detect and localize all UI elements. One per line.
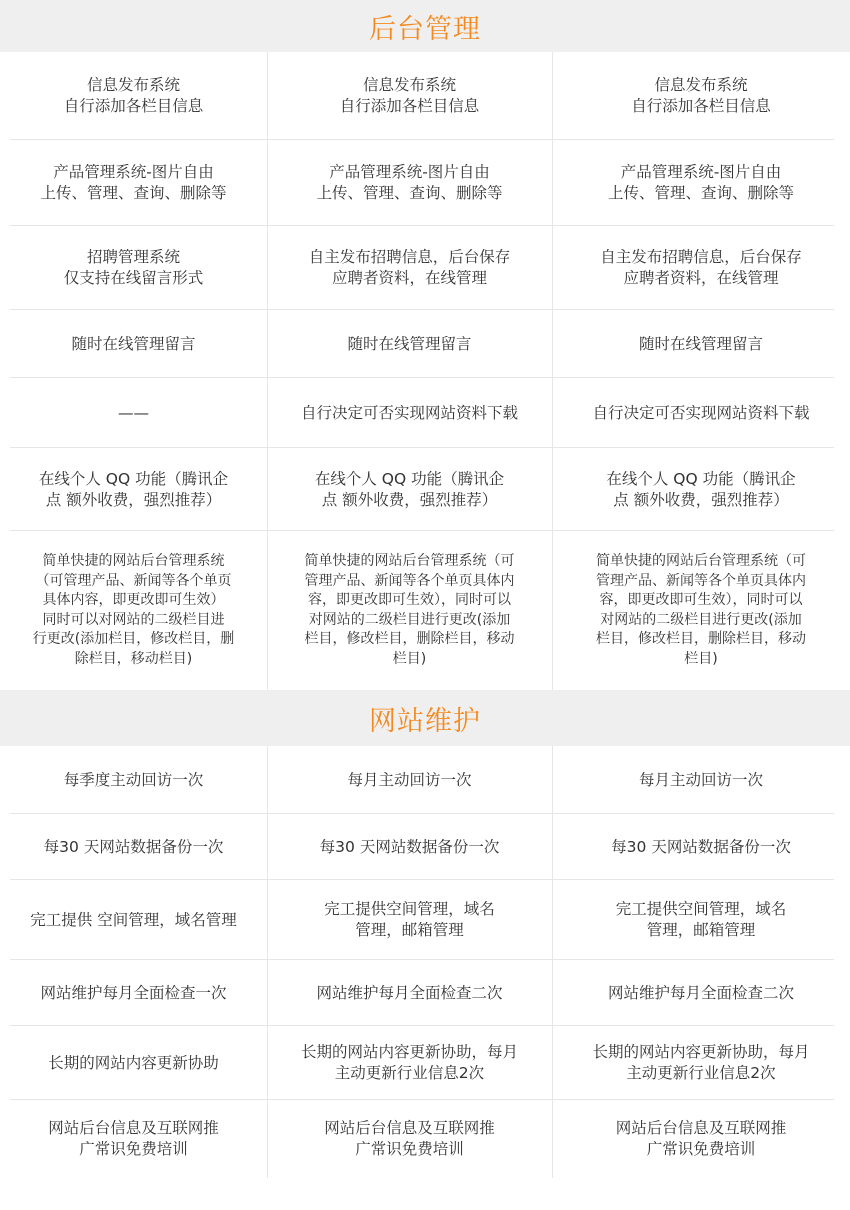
- table-cell: 网站维护每月全面检查一次: [40, 983, 227, 1002]
- table-cell: 每月主动回访一次: [347, 770, 472, 789]
- table-row: [0, 378, 850, 448]
- table-row: [0, 310, 850, 378]
- table-cell: 在线个人 QQ 功能（腾讯企 点 额外收费，强烈推荐）: [606, 469, 796, 509]
- table-cell: 产品管理系统-图片自由 上传、管理、查询、删除等: [40, 163, 227, 202]
- table-cell: 在线个人 QQ 功能（腾讯企 点 额外收费，强烈推荐）: [314, 469, 505, 509]
- table-row: [0, 448, 850, 531]
- table-row: [0, 814, 850, 880]
- table-cell: 自主发布招聘信息，后台保存 应聘者资料，在线管理: [308, 248, 511, 287]
- section-title: 网站维护: [369, 705, 481, 737]
- table-cell: 自行决定可否实现网站资料下载: [592, 403, 810, 422]
- table-cell: 长期的网站内容更新协助，每月 主动更新行业信息2次: [300, 1043, 518, 1082]
- backend-management-table: [0, 52, 850, 690]
- table-cell: 网站维护每月全面检查二次: [607, 983, 794, 1002]
- table-cell: 每30 天网站数据备份一次: [319, 837, 500, 856]
- table-row: [0, 880, 850, 960]
- table-cell: 自行决定可否实现网站资料下载: [300, 403, 518, 422]
- table-cell: 信息发布系统 自行添加各栏目信息: [631, 76, 771, 115]
- table-row: [0, 226, 850, 310]
- table-cell: 完工提供 空间管理，域名管理: [30, 910, 237, 929]
- site-maintenance-table: [0, 746, 850, 1178]
- table-cell: 简单快捷的网站后台管理系统（可 管理产品、新闻等各个单页具体内 容，即更改即可生效），同时可以 对网站的二级栏目进行更改(添加 栏目，修改栏目，删除栏目，移动 栏目): [596, 553, 806, 667]
- table-cell: 产品管理系统-图片自由 上传、管理、查询、删除等: [607, 163, 794, 202]
- table-row: [0, 140, 850, 226]
- section-title: 后台管理: [369, 13, 481, 45]
- table-cell: 完工提供空间管理，域名 管理，邮箱管理: [324, 900, 495, 939]
- section-site-maintenance-header: [0, 690, 850, 746]
- table-row: [0, 531, 850, 690]
- table-cell: 招聘管理系统 仅支持在线留言形式: [63, 248, 204, 287]
- table-cell: 网站后台信息及互联网推 广常识免费培训: [48, 1119, 219, 1158]
- table-cell: 简单快捷的网站后台管理系统 （可管理产品、新闻等各个单页 具体内容，即更改即可生效） 同时可以对网站的二级栏目进 行更改(添加栏目，修改栏目，删 除栏目，移动栏目): [32, 553, 235, 667]
- table-cell: 随时在线管理留言: [638, 334, 763, 353]
- table-row: [0, 1100, 850, 1178]
- table-row: [0, 52, 850, 140]
- table-cell: 网站维护每月全面检查二次: [316, 983, 503, 1002]
- table-row: [0, 1026, 850, 1100]
- table-cell: 网站后台信息及互联网推 广常识免费培训: [615, 1119, 787, 1158]
- table-row: [0, 746, 850, 814]
- table-cell: 产品管理系统-图片自由 上传、管理、查询、删除等: [316, 163, 503, 202]
- table-cell: 信息发布系统 自行添加各栏目信息: [63, 76, 204, 115]
- table-cell: 每30 天网站数据备份一次: [43, 837, 224, 856]
- table-cell: ——: [118, 403, 149, 422]
- table-cell: 信息发布系统 自行添加各栏目信息: [339, 76, 480, 115]
- table-cell: 自主发布招聘信息，后台保存 应聘者资料，在线管理: [600, 248, 802, 287]
- table-cell: 在线个人 QQ 功能（腾讯企 点 额外收费，强烈推荐）: [38, 469, 229, 509]
- table-cell: 长期的网站内容更新协助，每月 主动更新行业信息2次: [592, 1043, 810, 1082]
- table-cell: 每30 天网站数据备份一次: [611, 837, 791, 856]
- table-cell: 每季度主动回访一次: [63, 770, 204, 789]
- table-row: [0, 960, 850, 1026]
- table-cell: 完工提供空间管理，域名 管理，邮箱管理: [615, 900, 787, 939]
- table-cell: 随时在线管理留言: [347, 334, 472, 353]
- table-cell: 随时在线管理留言: [71, 334, 196, 353]
- table-cell: 网站后台信息及互联网推 广常识免费培训: [324, 1119, 495, 1158]
- section-backend-management-header: [0, 0, 850, 52]
- table-cell: 每月主动回访一次: [638, 770, 763, 789]
- table-cell: 简单快捷的网站后台管理系统（可 管理产品、新闻等各个单页具体内 容，即更改即可生效），同时可以 对网站的二级栏目进行更改(添加 栏目，修改栏目，删除栏目，移动 栏目): [304, 553, 515, 667]
- table-cell: 长期的网站内容更新协助: [48, 1053, 219, 1072]
